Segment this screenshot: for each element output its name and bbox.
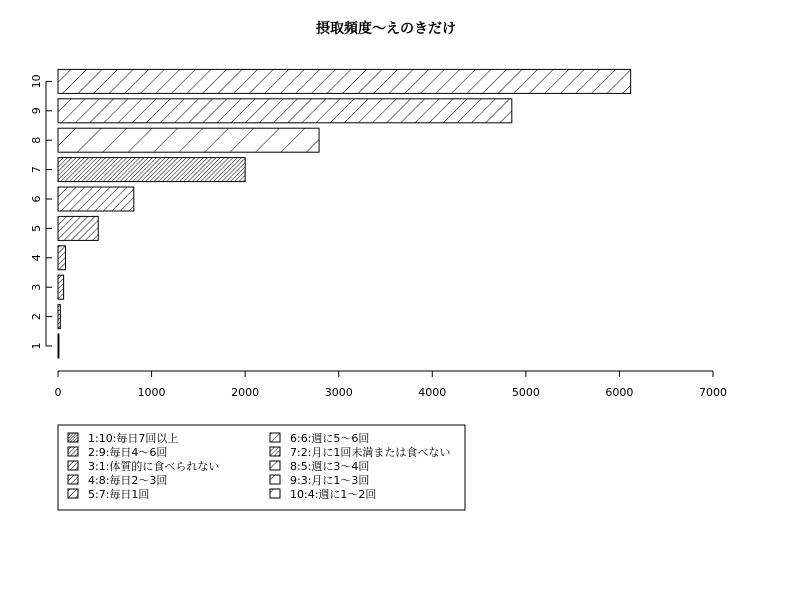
- y-tick-label: 4: [30, 254, 43, 262]
- legend-swatch: [270, 461, 280, 470]
- legend-label: 2:9:毎日4〜6回: [88, 446, 168, 459]
- y-tick-label: 3: [30, 283, 43, 291]
- legend-label: 10:4:週に1〜2回: [290, 488, 377, 501]
- y-axis: [30, 74, 52, 349]
- legend-label: 8:5:週に3〜4回: [290, 460, 370, 473]
- legend-swatch: [270, 475, 280, 484]
- y-tick-label: 9: [30, 107, 43, 115]
- y-tick-label: 10: [30, 74, 43, 89]
- y-tick-label: 5: [30, 224, 43, 232]
- y-tick-label: 2: [30, 313, 43, 321]
- x-tick-label: 2000: [231, 386, 260, 399]
- x-tick-label: 4000: [418, 386, 447, 399]
- x-axis: [55, 371, 728, 399]
- bar-4: [58, 246, 65, 270]
- legend-swatch: [68, 433, 78, 442]
- y-tick-label: 1: [30, 342, 43, 350]
- legend: [58, 425, 465, 510]
- bar-8: [58, 128, 319, 152]
- legend-label: 6:6:週に5〜6回: [290, 432, 370, 445]
- legend-swatch: [68, 447, 78, 456]
- legend-label: 5:7:毎日1回: [88, 488, 150, 501]
- y-tick-label: 6: [30, 195, 43, 203]
- legend-label: 4:8:毎日2〜3回: [88, 474, 168, 487]
- bar-10: [58, 69, 631, 93]
- x-tick-label: 3000: [324, 386, 353, 399]
- legend-swatch: [68, 461, 78, 470]
- bar-3: [58, 275, 64, 299]
- legend-label: 9:3:月に1〜3回: [290, 474, 370, 487]
- bar-9: [58, 99, 512, 123]
- y-tick-label: 8: [30, 136, 43, 144]
- legend-swatch: [270, 489, 280, 498]
- x-tick-label: 6000: [605, 386, 634, 399]
- x-tick-label: 5000: [511, 386, 540, 399]
- legend-label: 3:1:体質的に食べられない: [88, 460, 220, 473]
- legend-swatch: [68, 475, 78, 484]
- legend-label: 1:10:毎日7回以上: [88, 432, 179, 445]
- legend-swatch: [270, 447, 280, 456]
- x-tick-label: 1000: [137, 386, 166, 399]
- bar-7: [58, 158, 245, 182]
- legend-swatch: [68, 489, 78, 498]
- bar-2: [58, 305, 60, 329]
- legend-swatch: [270, 433, 280, 442]
- y-tick-label: 7: [30, 166, 43, 174]
- chart-title: 摂取頻度〜えのきだけ: [316, 21, 456, 37]
- bar-5: [58, 216, 98, 240]
- legend-label: 7:2:月に1回未満または食べない: [290, 446, 451, 459]
- x-tick-label: 7000: [699, 386, 727, 399]
- bars-group: [58, 69, 631, 358]
- bar-1: [58, 334, 59, 358]
- x-tick-label: 0: [54, 386, 62, 399]
- bar-6: [58, 187, 134, 211]
